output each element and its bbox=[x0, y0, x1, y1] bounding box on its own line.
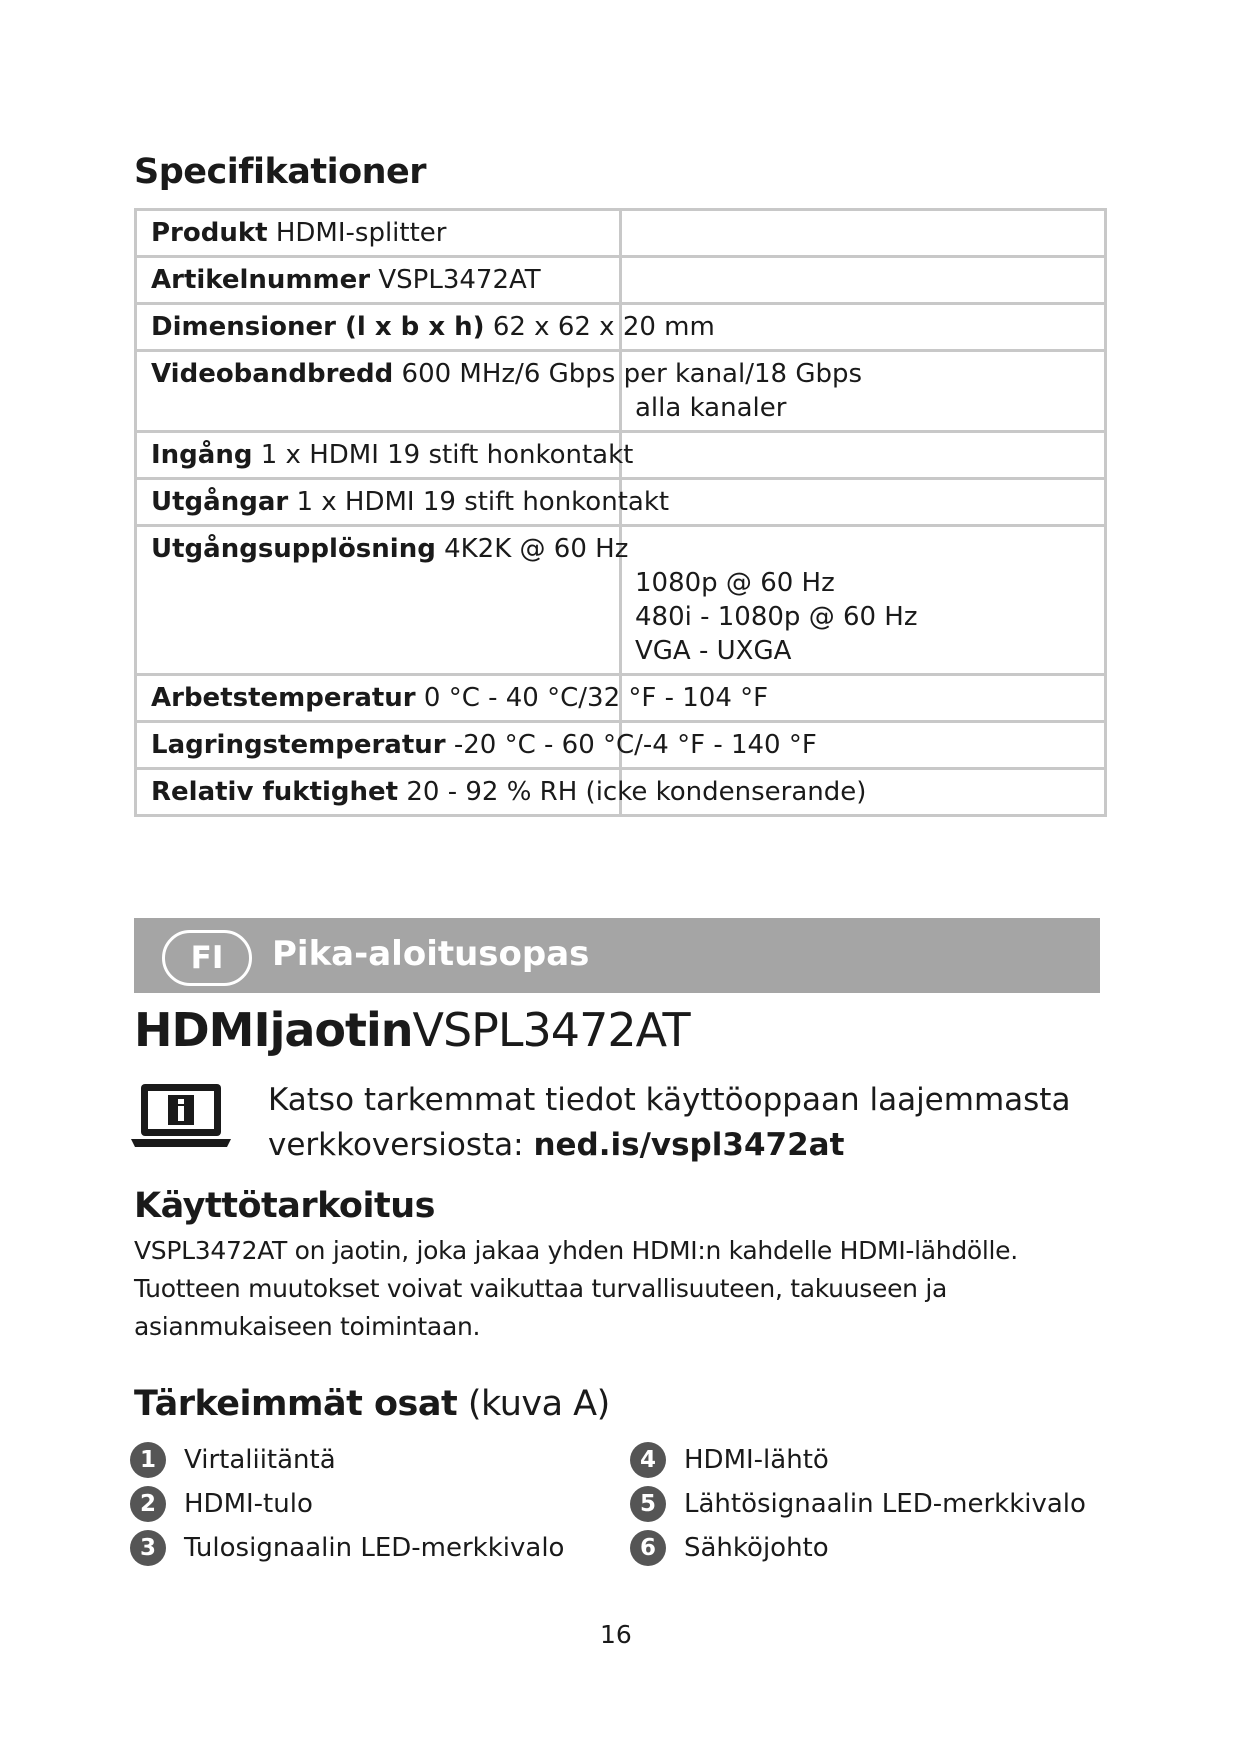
spec-label: Arbetstemperatur bbox=[151, 683, 416, 713]
table-row bbox=[136, 304, 1106, 351]
online-manual-note bbox=[268, 1078, 1070, 1168]
spec-value-continued: VGA - UXGA bbox=[635, 636, 792, 666]
product-name-bold: HDMIjaotin bbox=[134, 1003, 413, 1057]
spec-label: Dimensioner (l x b x h) bbox=[151, 312, 485, 342]
spec-label: Relativ fuktighet bbox=[151, 777, 399, 807]
spec-value: 0 °C - 40 °C/32 °F - 104 °F bbox=[423, 683, 769, 713]
part-label: HDMI-tulo bbox=[184, 1489, 313, 1519]
spec-value: HDMI-splitter bbox=[275, 218, 447, 248]
spec-value-continued: 480i - 1080p @ 60 Hz bbox=[635, 602, 918, 632]
spec-heading: Specifikationer bbox=[134, 152, 427, 192]
table-row bbox=[136, 257, 1106, 304]
spec-value: 1 x HDMI 19 stift honkontakt bbox=[260, 440, 634, 470]
table-row bbox=[136, 526, 1106, 675]
laptop-info-icon bbox=[131, 1081, 231, 1153]
parts-list-left bbox=[130, 1438, 564, 1570]
purpose-heading: Käyttötarkoitus bbox=[134, 1186, 435, 1226]
spec-value-continued: 1080p @ 60 Hz bbox=[635, 568, 835, 598]
product-title bbox=[134, 1003, 690, 1057]
spec-value: 1 x HDMI 19 stift honkontakt bbox=[296, 487, 670, 517]
table-row bbox=[136, 675, 1106, 722]
parts-heading-bold: Tärkeimmät osat bbox=[134, 1384, 458, 1424]
part-number: 1 bbox=[130, 1442, 166, 1478]
language-section-bar bbox=[134, 918, 1100, 993]
spec-label: Utgångsupplösning bbox=[151, 534, 436, 564]
page-number: 16 bbox=[600, 1620, 632, 1649]
part-number: 4 bbox=[630, 1442, 666, 1478]
list-item bbox=[630, 1438, 1086, 1482]
spec-value: 62 x 62 x 20 mm bbox=[492, 312, 715, 342]
purpose-line: asianmukaiseen toimintaan. bbox=[134, 1312, 481, 1341]
spec-label: Utgångar bbox=[151, 487, 289, 517]
spec-value: 600 MHz/6 Gbps per kanal/18 Gbps bbox=[401, 359, 863, 389]
list-item bbox=[130, 1482, 564, 1526]
part-number: 6 bbox=[630, 1530, 666, 1566]
part-label: Lähtösignaalin LED-merkkivalo bbox=[684, 1489, 1086, 1519]
list-item bbox=[130, 1526, 564, 1570]
spec-value-continued: alla kanaler bbox=[635, 393, 787, 423]
purpose-line: Tuotteen muutokset voivat vaikuttaa turvallisuuteen, takuuseen ja bbox=[134, 1274, 948, 1303]
parts-list-right bbox=[630, 1438, 1086, 1570]
spec-value: -20 °C - 60 °C/-4 °F - 140 °F bbox=[453, 730, 817, 760]
spec-label: Ingång bbox=[151, 440, 253, 470]
spec-label: Produkt bbox=[151, 218, 268, 248]
part-label: Tulosignaalin LED-merkkivalo bbox=[184, 1533, 565, 1563]
spec-value: VSPL3472AT bbox=[378, 265, 541, 295]
language-code-badge: FI bbox=[162, 930, 252, 986]
list-item bbox=[630, 1526, 1086, 1570]
guide-title: Pika-aloitusopas bbox=[272, 934, 590, 974]
list-item bbox=[130, 1438, 564, 1482]
part-label: Sähköjohto bbox=[684, 1533, 829, 1563]
part-number: 3 bbox=[130, 1530, 166, 1566]
spec-label: Lagringstemperatur bbox=[151, 730, 446, 760]
table-row bbox=[136, 722, 1106, 769]
part-label: Virtaliitäntä bbox=[184, 1445, 336, 1475]
table-row bbox=[136, 351, 1106, 432]
table-row bbox=[136, 769, 1106, 816]
table-row bbox=[136, 479, 1106, 526]
spec-table bbox=[134, 208, 1107, 817]
product-model: VSPL3472AT bbox=[412, 1003, 690, 1057]
parts-heading bbox=[134, 1384, 610, 1424]
spec-label: Videobandbredd bbox=[151, 359, 394, 389]
manual-link[interactable]: ned.is/vspl3472at bbox=[533, 1127, 845, 1163]
spec-label: Artikelnummer bbox=[151, 265, 371, 295]
spec-value: 4K2K @ 60 Hz bbox=[444, 534, 629, 564]
purpose-line: VSPL3472AT on jaotin, joka jakaa yhden HDMI:n kahdelle HDMI-lähdölle. bbox=[134, 1236, 1018, 1265]
table-row bbox=[136, 210, 1106, 257]
list-item bbox=[630, 1482, 1086, 1526]
info-line-1: Katso tarkemmat tiedot käyttöoppaan laajemmasta bbox=[268, 1082, 1071, 1118]
purpose-text bbox=[134, 1232, 1018, 1346]
parts-heading-suffix: (kuva A) bbox=[457, 1384, 610, 1424]
part-number: 5 bbox=[630, 1486, 666, 1522]
table-row bbox=[136, 432, 1106, 479]
part-label: HDMI-lähtö bbox=[684, 1445, 829, 1475]
part-number: 2 bbox=[130, 1486, 166, 1522]
info-line-2: verkkoversiosta: bbox=[268, 1127, 534, 1163]
spec-value: 20 - 92 % RH (icke kondenserande) bbox=[406, 777, 867, 807]
